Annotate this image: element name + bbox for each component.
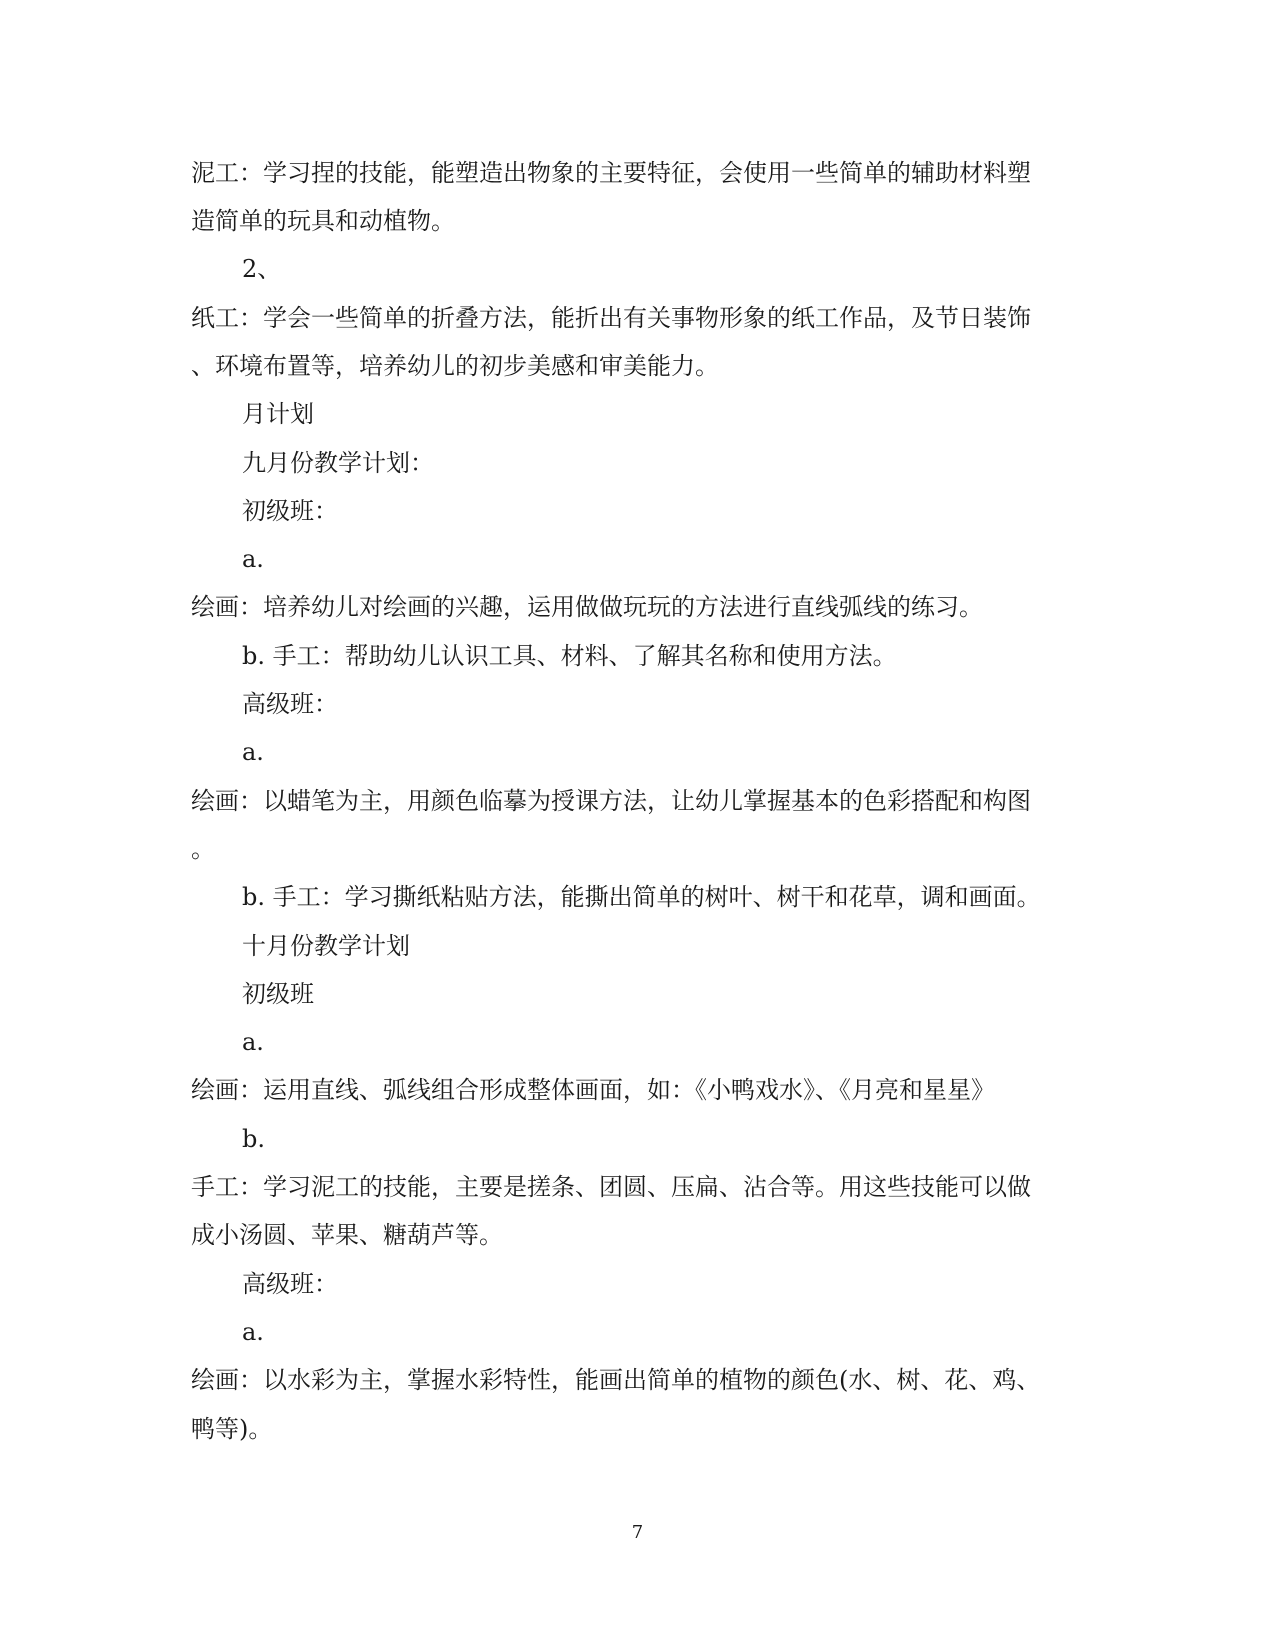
text-line-clay-work: 泥工：学习捏的技能，能塑造出物象的主要特征，会使用一些简单的辅助材料塑: [191, 159, 1031, 187]
text-line-paper-work-cont: 、环境布置等，培养幼儿的初步美感和审美能力。: [191, 352, 719, 380]
text-line-drawing: 绘画：培养幼儿对绘画的兴趣，运用做做玩玩的方法进行直线弧线的练习。: [191, 593, 983, 621]
text-line-paper-work: 纸工：学会一些简单的折叠方法，能折出有关事物形象的纸工作品，及节日装饰: [191, 304, 1031, 332]
page-number: 7: [631, 1522, 644, 1543]
list-marker-b: b.: [242, 1125, 265, 1153]
text-line-handcraft: 手工：学习泥工的技能，主要是搓条、团圆、压扁、沾合等。用这些技能可以做: [191, 1173, 1031, 1201]
list-marker-a: a.: [242, 738, 264, 766]
heading-september-plan: 九月份教学计划：: [242, 449, 434, 477]
list-marker-a: a.: [242, 545, 264, 573]
heading-beginner-class: 初级班: [242, 980, 314, 1008]
text-line-drawing: 绘画：运用直线、弧线组合形成整体画面，如：《小鸭戏水》、《月亮和星星》: [191, 1076, 995, 1104]
text-line-handcraft: b. 手工：学习撕纸粘贴方法，能撕出简单的树叶、树干和花草，调和画面。: [242, 883, 1041, 911]
text-line-drawing: 绘画：以水彩为主，掌握水彩特性，能画出简单的植物的颜色(水、树、花、鸡、: [191, 1366, 1041, 1394]
heading-advanced-class: 高级班：: [242, 1270, 338, 1298]
heading-advanced-class: 高级班：: [242, 690, 338, 718]
text-line-handcraft: b. 手工：帮助幼儿认识工具、材料、了解其名称和使用方法。: [242, 642, 897, 670]
text-line-item-2: 2、: [242, 255, 282, 283]
text-line-drawing: 绘画：以蜡笔为主，用颜色临摹为授课方法，让幼儿掌握基本的色彩搭配和构图: [191, 787, 1031, 815]
list-marker-a: a.: [242, 1028, 264, 1056]
text-line-drawing-cont: 。: [191, 835, 215, 863]
text-line-handcraft-cont: 成小汤圆、苹果、糖葫芦等。: [191, 1221, 503, 1249]
text-line-clay-work-cont: 造简单的玩具和动植物。: [191, 207, 455, 235]
heading-beginner-class: 初级班：: [242, 497, 338, 525]
list-marker-a: a.: [242, 1318, 264, 1346]
text-line-drawing-cont: 鸭等)。: [191, 1415, 273, 1443]
section-heading-monthly: 月计划: [242, 400, 314, 428]
heading-october-plan: 十月份教学计划: [242, 932, 410, 960]
